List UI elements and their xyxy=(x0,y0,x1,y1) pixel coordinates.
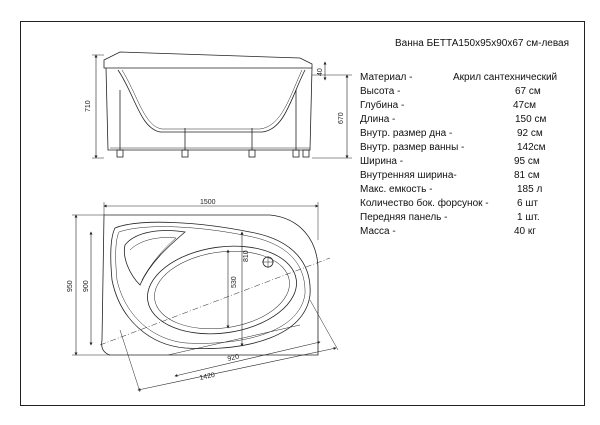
spec-label-bottom-size: Внутр. размер дна - xyxy=(360,128,453,139)
spec-value-mass: 40 кг xyxy=(514,226,536,237)
spec-label-width: Ширина - xyxy=(360,156,404,167)
spec-value-jets: 6 шт xyxy=(517,198,538,209)
spec-label-length: Длина - xyxy=(360,114,396,125)
spec-value-depth: 47см xyxy=(513,100,536,111)
dim-inner-length: 1420 xyxy=(198,371,216,382)
spec-label-inner-size: Внутр. размер ванны - xyxy=(360,142,465,153)
dim-bottom-length: 920 xyxy=(226,353,240,363)
spec-label-inner-width: Внутренняя ширина- xyxy=(360,170,457,181)
dim-inner-width: 900 xyxy=(83,280,90,292)
dim-side-height: 710 xyxy=(85,100,92,112)
dim-width: 950 xyxy=(67,280,74,292)
spec-label-height: Высота - xyxy=(360,86,401,97)
spec-label-depth: Глубина - xyxy=(360,100,405,111)
spec-value-height: 67 см xyxy=(515,86,541,97)
side-view-rim xyxy=(104,52,312,68)
spec-value-inner-size: 142см xyxy=(517,142,546,153)
spec-label-mass: Масса - xyxy=(360,226,396,237)
side-view-bowl xyxy=(118,70,305,132)
spec-label-jets: Количество бок. форсунок - xyxy=(360,198,489,209)
spec-value-width: 95 см xyxy=(514,156,540,167)
dim-length: 1500 xyxy=(200,199,216,206)
top-view-bottom-oval xyxy=(142,237,303,343)
spec-value-inner-width: 81 см xyxy=(514,170,540,181)
dim-bottom-width: 530 xyxy=(231,276,238,288)
side-view-panel xyxy=(106,68,312,150)
side-view xyxy=(92,52,352,158)
spec-value-material: Акрил сантехнический xyxy=(453,72,558,83)
drawing-title: Ванна БЕТТА150х95х90х67 см-левая xyxy=(395,38,570,49)
spec-label-material: Материал - xyxy=(360,72,413,83)
spec-label-capacity: Макс. емкость - xyxy=(360,184,433,195)
spec-label-front-panel: Передняя панель - xyxy=(360,212,448,223)
dim-inner-bowl-width: 810 xyxy=(243,250,250,262)
spec-value-length: 150 см xyxy=(515,114,547,125)
top-view xyxy=(72,202,338,392)
spec-value-bottom-size: 92 см xyxy=(517,128,543,139)
spec-value-capacity: 185 л xyxy=(517,184,543,195)
dim-inner-height: 670 xyxy=(338,112,345,124)
dim-rim: 40 xyxy=(317,68,324,76)
spec-value-front-panel: 1 шт. xyxy=(517,212,540,223)
